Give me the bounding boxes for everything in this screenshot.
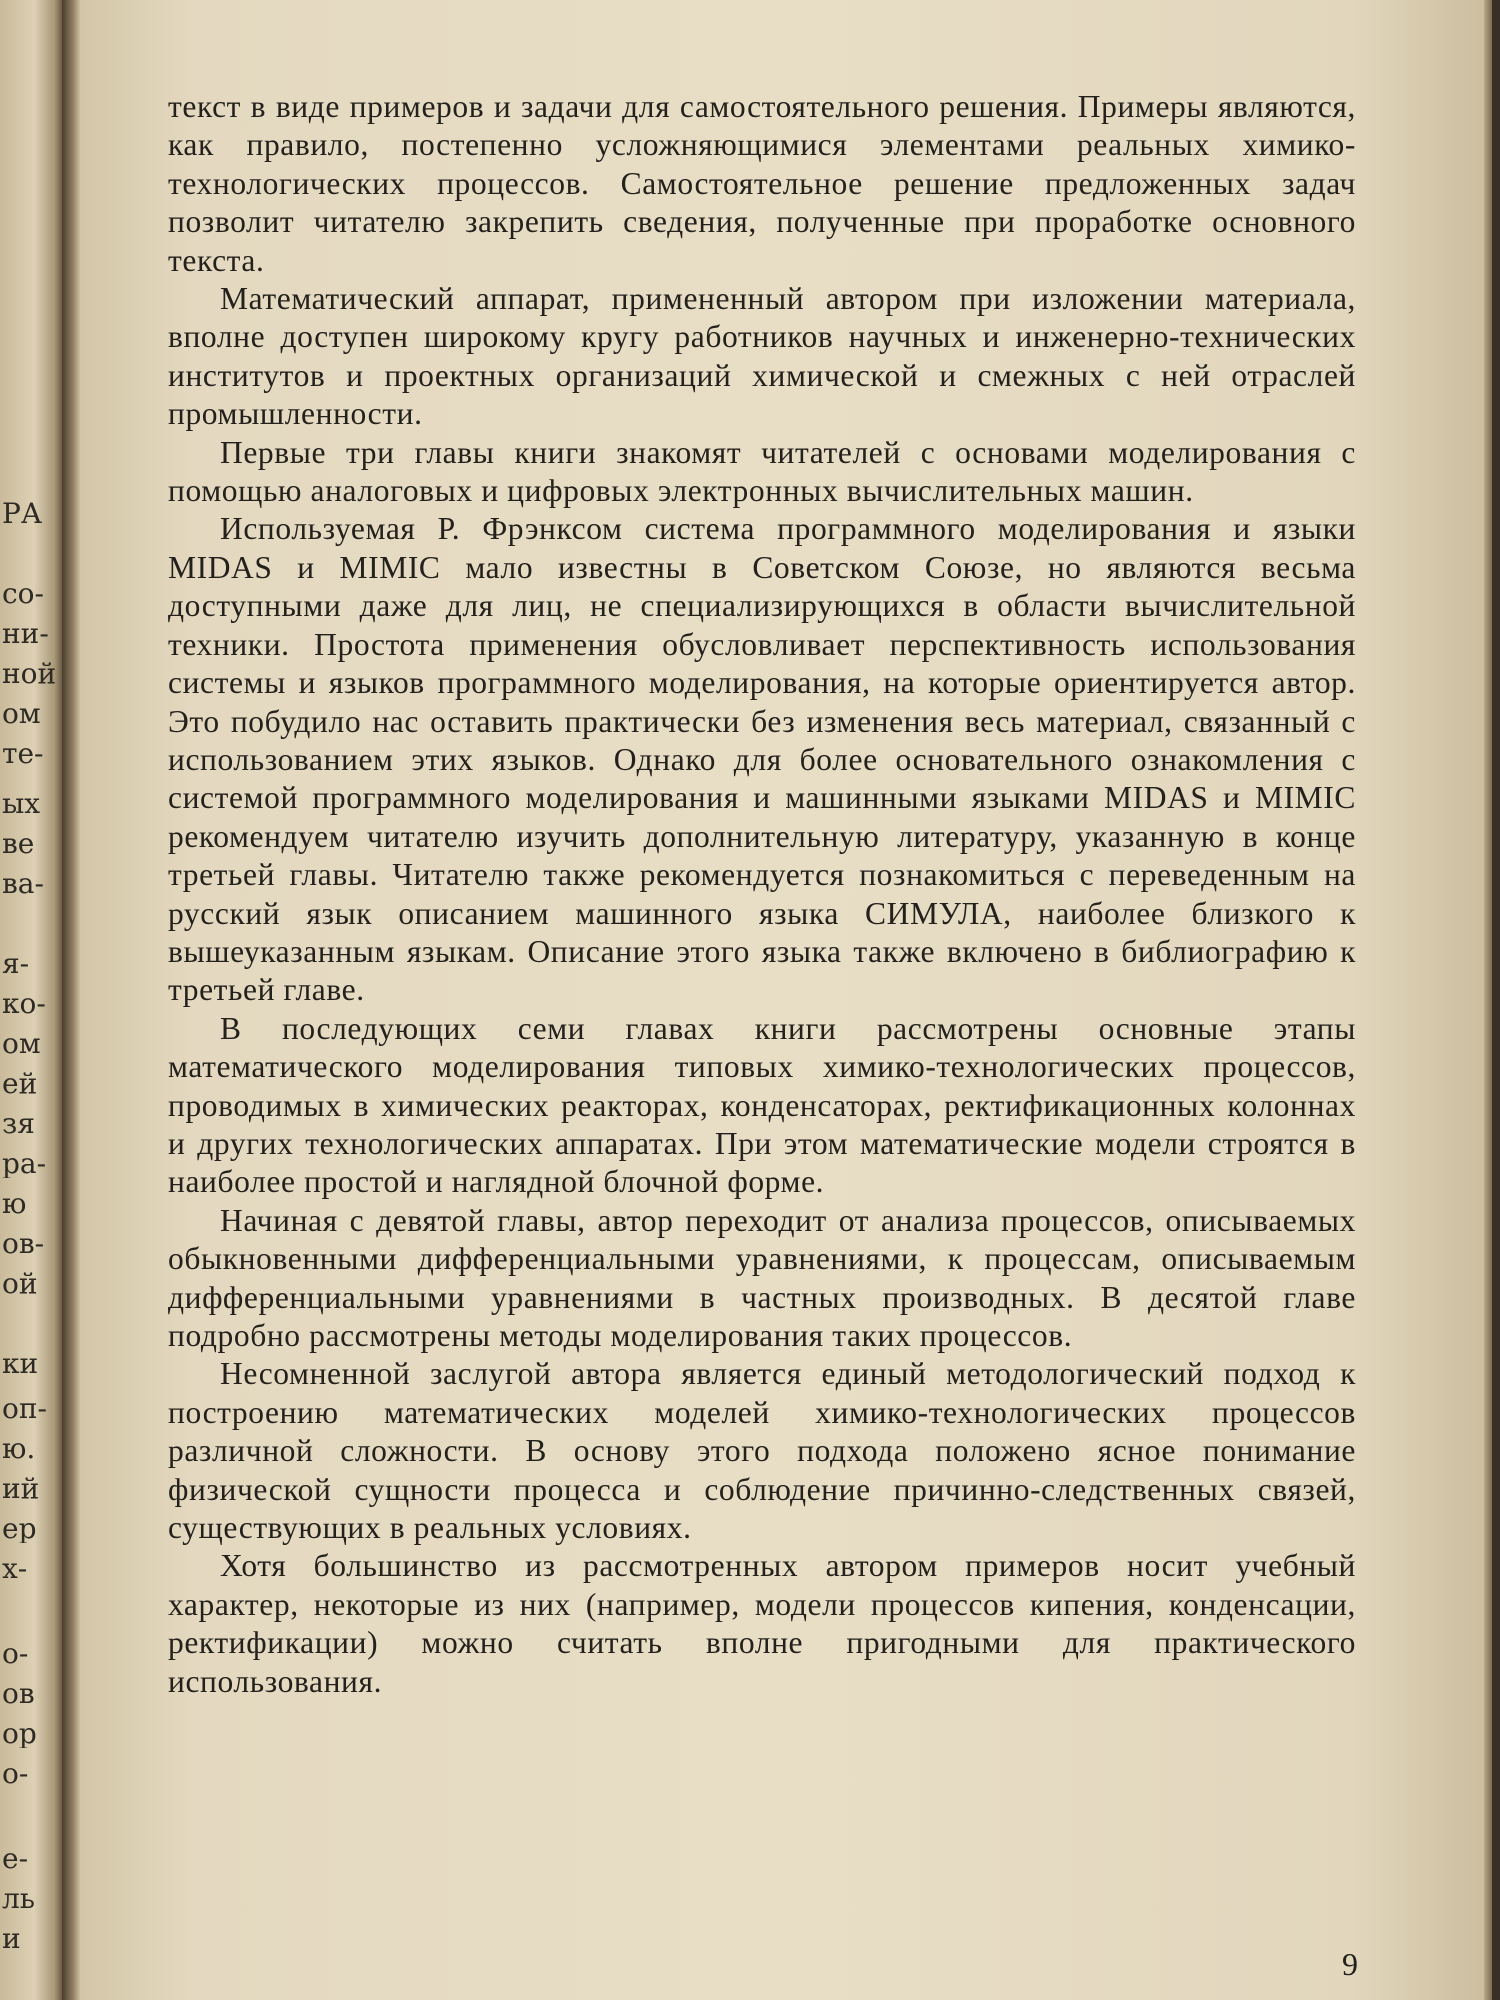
left-page-fragment: со- — [2, 580, 44, 608]
left-page-fragment: я- — [2, 950, 30, 978]
left-page-fragment: ой — [2, 1270, 38, 1298]
left-page-fragment: ом — [2, 700, 41, 728]
left-page-fragment: ом — [2, 1030, 41, 1058]
page-body-text — [168, 88, 1356, 1701]
paragraph: Математический аппарат, примененный автором при изложении материала, вполне доступен широкому кругу работников научных и инженерно-технических институтов и проектных организаций химической и смежных с ней отраслей промышленности. — [168, 281, 1356, 432]
page-edge — [1484, 0, 1492, 2000]
left-page-fragment: ей — [2, 1070, 38, 1098]
left-page-fragment: ки — [2, 1350, 39, 1378]
left-facing-page — [0, 0, 62, 2000]
paragraph: Хотя большинство из рассмотренных автором примеров носит учебный характер, некоторые из них (например, модели процессов кипения, конденсации, ректификации) можно считать вполне пригодными для практического использования. — [168, 1548, 1356, 1699]
left-page-fragment: ю — [2, 1190, 27, 1218]
left-page-fragment: ве — [2, 830, 35, 858]
left-page-fragment: ль — [2, 1885, 36, 1913]
left-page-fragment: те- — [2, 740, 44, 768]
paragraph: Используемая Р. Фрэнксом система программного моделирования и языки MIDAS и MIMIC мало известны в Советском Союзе, но являются весьма доступными даже для лиц, не специализирующихся в области вычислительной техники. Простота применения обусловливает перспективность использования системы и языков программного моделирования, на которые ориентируется автор. Это побудило нас оставить практически без изменения весь материал, связанный с использованием этих языков. Однако для более основательного ознакомления с системой программного моделирования и машинными языками MIDAS и MIMIC рекомендуем читателю изучить дополнительную литературу, указанную в конце третьей главы. Читателю также рекомендуется познакомиться с переведенным на русский язык описанием машинного языка СИМУЛА, наиболее близкого к вышеуказанным языкам. Описание этого языка также включено в библиографию к третьей главе. — [168, 511, 1356, 1008]
left-page-fragment: ра- — [2, 1150, 47, 1178]
book-page — [80, 0, 1492, 2000]
page-number: 9 — [1342, 1946, 1358, 1982]
left-page-fragment: ор — [2, 1720, 37, 1748]
left-page-fragment: зя — [2, 1110, 35, 1138]
paragraph: Начиная с девятой главы, автор переходит от анализа процессов, описываемых обыкновенными дифференциальными уравнениями, к процессам, описываемым дифференциальными уравнениями в частных производных. В десятой главе подробно рассмотрены методы моделирования таких процессов. — [168, 1202, 1356, 1353]
left-page-fragment: ю. — [2, 1435, 36, 1463]
left-page-fragment: ко- — [2, 990, 46, 1018]
left-page-fragment: ий — [2, 1475, 40, 1503]
paragraph: текст в виде примеров и задачи для самостоятельного решения. Примеры являются, как правило, постепенно усложняющимися элементами реальных химико-технологических процессов. Самостоятельное решение предложенных задач позволит читателю закрепить сведения, полученные при проработке основного текста. — [168, 89, 1356, 278]
left-page-fragment: РА — [2, 500, 43, 528]
left-page-fragment: ов- — [2, 1230, 45, 1258]
left-page-fragment: ов — [2, 1680, 35, 1708]
paragraph: В последующих семи главах книги рассмотрены основные этапы математического моделирования типовых химико-технологических процессов, проводимых в химических реакторах, конденсаторах, ректификационных колоннах и других технологических аппаратах. При этом математические модели строятся в наиболее простой и наглядной блочной форме. — [168, 1010, 1356, 1200]
left-page-fragment: о- — [2, 1760, 29, 1788]
left-page-fragment: х- — [2, 1555, 28, 1583]
left-page-fragment: ной — [2, 660, 57, 688]
left-page-fragment: оп- — [2, 1395, 47, 1423]
left-page-fragment: ни- — [2, 620, 49, 648]
paragraph: Несомненной заслугой автора является единый методологический подход к построению математических моделей химико-технологических процессов различной сложности. В основу этого подхода положено ясное понимание физической сущности процесса и соблюдение причинно-следственных связей, существующих в реальных условиях. — [168, 1356, 1356, 1546]
left-page-fragment: ва- — [2, 870, 44, 898]
left-page-fragment: о- — [2, 1640, 29, 1668]
paragraph: Первые три главы книги знакомят читателей с основами моделирования с помощью аналоговых и цифровых электронных вычислительных машин. — [168, 434, 1356, 509]
left-page-fragment: е- — [2, 1845, 29, 1873]
left-page-fragment: и — [2, 1925, 21, 1953]
left-page-fragment: ых — [2, 790, 41, 818]
book-gutter — [62, 0, 80, 2000]
left-page-fragment: ер — [2, 1515, 37, 1543]
